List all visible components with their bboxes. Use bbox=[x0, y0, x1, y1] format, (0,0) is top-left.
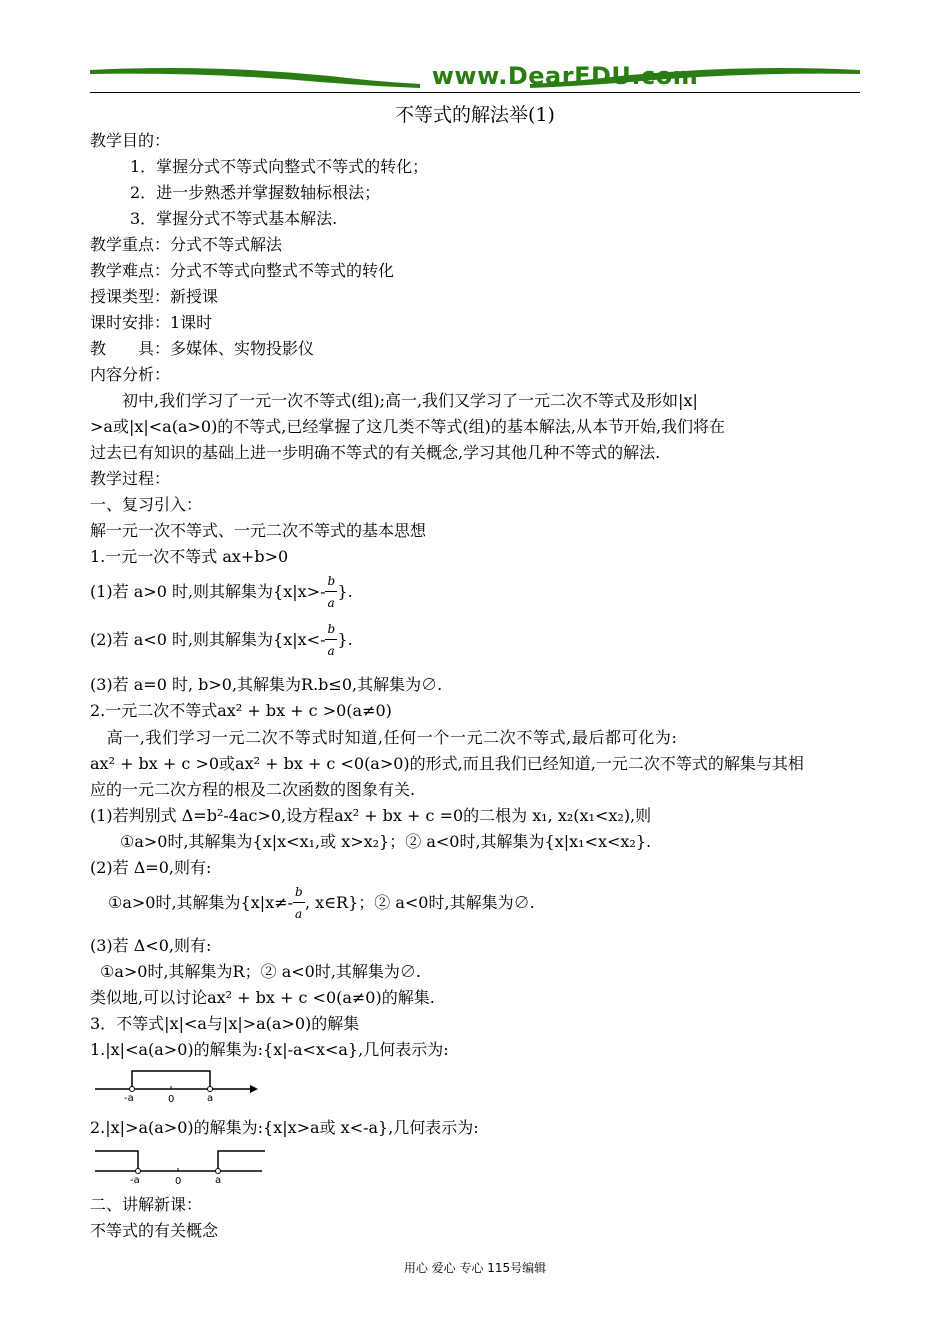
text-line: 二、讲解新课： bbox=[90, 1195, 203, 1214]
text-line: ax² + bx + c >0或ax² + bx + c <0(a>0)的形式,而且我们已经知道,一元二次不等式的解集与其相 bbox=[90, 754, 804, 773]
fraction-bar bbox=[325, 591, 337, 592]
fraction-bar bbox=[325, 639, 337, 640]
text-line: 应的一元二次方程的根及二次函数的图象有关. bbox=[90, 780, 416, 799]
math-line bbox=[90, 573, 353, 610]
text-line: 2.一元二次不等式ax² + bx + c >0(a≠0) bbox=[90, 701, 392, 720]
fraction-denominator: a bbox=[295, 906, 303, 921]
tick-label: 0 bbox=[175, 1176, 182, 1185]
text-line: 一、复习引入： bbox=[90, 495, 203, 514]
text-line: 授课类型：新授课 bbox=[90, 287, 219, 306]
page-footer: 用心 爱心 专心 115号编辑 bbox=[403, 1261, 547, 1275]
text-line: 过去已有知识的基础上进一步明确不等式的有关概念,学习其他几种不等式的解法. bbox=[90, 443, 661, 462]
text-line: (3)若 Δ<0,则有: bbox=[90, 936, 212, 955]
header-rule bbox=[90, 92, 860, 93]
fraction-bar bbox=[293, 902, 305, 903]
fraction-denominator: a bbox=[327, 595, 335, 610]
text-line: >a或|x|<a(a>0)的不等式,已经掌握了这几类不等式(组)的基本解法,从本节开始,我们将在 bbox=[90, 417, 726, 436]
text-line: 教 具：多媒体、实物投影仪 bbox=[90, 339, 315, 358]
text-line: 教学难点：分式不等式向整式不等式的转化 bbox=[90, 261, 395, 280]
fraction bbox=[325, 621, 337, 658]
text-segment: (1)若 a>0 时,则其解集为{x|x>- bbox=[90, 582, 326, 601]
text-segment: }. bbox=[337, 630, 353, 649]
text-line: 1.一元一次不等式 ax+b>0 bbox=[90, 547, 289, 566]
text-line: ①a>0时,其解集为R；② a<0时,其解集为∅. bbox=[100, 962, 421, 981]
text-line: 教学过程： bbox=[90, 469, 171, 488]
tick-label: 0 bbox=[168, 1094, 175, 1103]
text-segment: , x∈R}；② a<0时,其解集为∅. bbox=[305, 893, 535, 912]
math-line bbox=[108, 884, 535, 921]
tick-label: a bbox=[207, 1093, 214, 1103]
fraction-numerator: b bbox=[295, 884, 303, 899]
text-line: 2．进一步熟悉并掌握数轴标根法； bbox=[130, 183, 381, 202]
text-segment: ①a>0时,其解集为{x|x≠- bbox=[108, 893, 293, 912]
text-segment: }. bbox=[337, 582, 353, 601]
text-line: (1)若判别式 Δ=b²-4ac>0,设方程ax² + bx + c =0的二根为 x₁, x₂(x₁<x₂),则 bbox=[90, 806, 652, 825]
site-logo[interactable]: www.DearEDU.com bbox=[431, 62, 699, 90]
text-line: (3)若 a=0 时, b>0,其解集为R.b≤0,其解集为∅. bbox=[90, 675, 443, 694]
text-line: 教学目的： bbox=[90, 131, 171, 150]
text-line: 课时安排：1课时 bbox=[90, 313, 213, 332]
document-title: 不等式的解法举(1) bbox=[395, 104, 555, 126]
text-line: 解一元一次不等式、一元二次不等式的基本思想 bbox=[90, 521, 427, 540]
number-line-inside bbox=[90, 1065, 260, 1103]
fraction bbox=[325, 573, 337, 610]
fraction bbox=[293, 884, 305, 921]
text-line: 不等式的有关概念 bbox=[90, 1221, 219, 1240]
text-line: 1.|x|<a(a>0)的解集为:{x|-a<x<a},几何表示为: bbox=[90, 1040, 449, 1059]
text-segment: (2)若 a<0 时,则其解集为{x|x<- bbox=[90, 630, 326, 649]
fraction-denominator: a bbox=[327, 643, 335, 658]
tick-label: -a bbox=[124, 1093, 134, 1103]
text-line: 内容分析： bbox=[90, 365, 171, 384]
text-line: (2)若 Δ=0,则有: bbox=[90, 858, 212, 877]
math-line bbox=[90, 621, 353, 658]
text-line: 教学重点：分式不等式解法 bbox=[90, 235, 283, 254]
text-line: ①a>0时,其解集为{x|x<x₁,或 x>x₂}；② a<0时,其解集为{x|x₁<x<x₂}. bbox=[120, 832, 652, 851]
fraction-numerator: b bbox=[327, 621, 336, 636]
text-line: 2.|x|>a(a>0)的解集为:{x|x>a或 x<-a},几何表示为: bbox=[90, 1118, 479, 1137]
fraction-numerator: b bbox=[327, 573, 336, 588]
text-line: 类似地,可以讨论ax² + bx + c <0(a≠0)的解集. bbox=[90, 988, 435, 1007]
text-line: 3．掌握分式不等式基本解法. bbox=[130, 209, 338, 228]
text-line: 1．掌握分式不等式向整式不等式的转化； bbox=[130, 157, 429, 176]
text-line: 初中,我们学习了一元一次不等式(组);高一,我们又学习了一元二次不等式及形如|x| bbox=[90, 391, 698, 410]
tick-label: -a bbox=[130, 1175, 140, 1185]
text-line: 3．不等式|x|<a与|x|>a(a>0)的解集 bbox=[90, 1014, 360, 1033]
number-line-outside bbox=[90, 1143, 280, 1185]
page-header bbox=[90, 62, 860, 94]
text-line: 高一,我们学习一元二次不等式时知道,任何一个一元二次不等式,最后都可化为: bbox=[90, 728, 678, 747]
tick-label: a bbox=[215, 1175, 222, 1185]
